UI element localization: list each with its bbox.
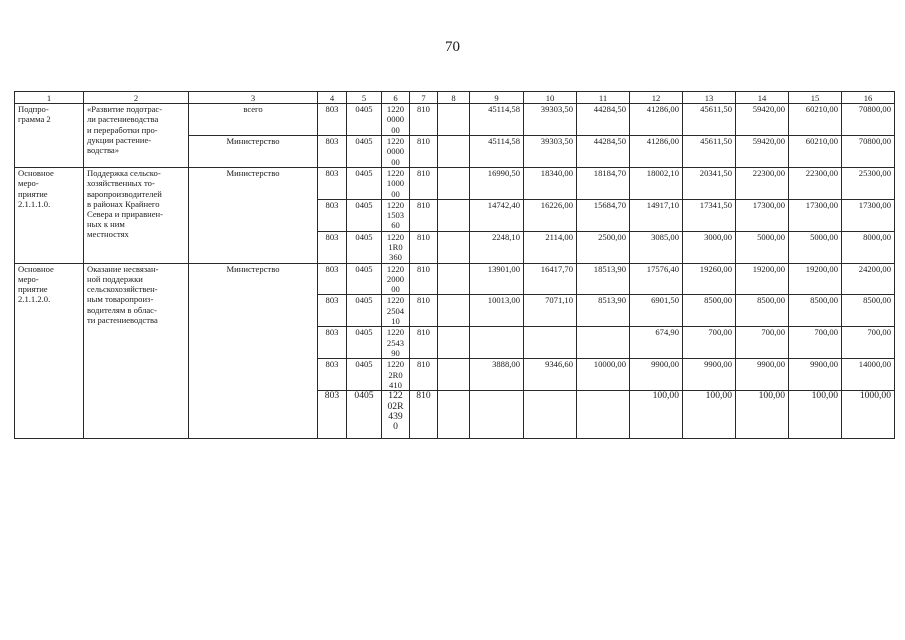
amount-cell: 16417,70: [524, 263, 577, 295]
amount-cell: 45611,50: [683, 136, 736, 168]
empty-code-cell: [438, 263, 470, 295]
program-label-cell: Основное меро- приятие 2.1.1.2.0.: [15, 263, 84, 439]
amount-cell: 19200,00: [789, 263, 842, 295]
table-row: [15, 168, 895, 200]
amount-cell: 8513,90: [577, 295, 630, 327]
table-row: [15, 104, 895, 136]
amount-cell: 700,00: [789, 327, 842, 359]
amount-cell: 41286,00: [630, 104, 683, 136]
empty-code-cell: [438, 327, 470, 359]
amount-cell: 39303,50: [524, 104, 577, 136]
rzpr-code-cell: 0405: [347, 199, 382, 231]
empty-code-cell: [438, 359, 470, 391]
column-header: 12: [630, 92, 683, 104]
amount-cell: 13901,00: [470, 263, 524, 295]
program-description-cell: Оказание несвязан- ной поддержки сельскохозяйствен- ным товаропроиз- водителям в облас- ти растениеводства: [84, 263, 189, 439]
amount-cell: 15684,70: [577, 199, 630, 231]
amount-cell: 20341,50: [683, 168, 736, 200]
vr-code-cell: 810: [410, 295, 438, 327]
amount-cell: 9346,60: [524, 359, 577, 391]
amount-cell: 70800,00: [842, 104, 895, 136]
amount-cell: [470, 391, 524, 439]
amount-cell: 700,00: [736, 327, 789, 359]
amount-cell: 100,00: [683, 391, 736, 439]
csr-code-cell: 1220 2R0 410: [382, 359, 410, 391]
amount-cell: 9900,00: [683, 359, 736, 391]
amount-cell: 5000,00: [736, 231, 789, 263]
amount-cell: 700,00: [683, 327, 736, 359]
amount-cell: 8000,00: [842, 231, 895, 263]
rzpr-code-cell: 0405: [347, 327, 382, 359]
amount-cell: 25300,00: [842, 168, 895, 200]
grbs-code-cell: 803: [318, 359, 347, 391]
empty-code-cell: [438, 295, 470, 327]
executor-cell: Министерство: [189, 263, 318, 439]
csr-code-cell: 1220 1000 00: [382, 168, 410, 200]
column-header: 3: [189, 92, 318, 104]
csr-code-cell: 1220 2000 00: [382, 263, 410, 295]
amount-cell: 45114,58: [470, 136, 524, 168]
column-header: 10: [524, 92, 577, 104]
csr-code-cell: 122 02R 439 0: [382, 391, 410, 439]
amount-cell: 18513,90: [577, 263, 630, 295]
amount-cell: 9900,00: [789, 359, 842, 391]
empty-code-cell: [438, 391, 470, 439]
amount-cell: 59420,00: [736, 104, 789, 136]
amount-cell: 8500,00: [789, 295, 842, 327]
amount-cell: 39303,50: [524, 136, 577, 168]
grbs-code-cell: 803: [318, 263, 347, 295]
column-header: 7: [410, 92, 438, 104]
amount-cell: 59420,00: [736, 136, 789, 168]
amount-cell: 24200,00: [842, 263, 895, 295]
amount-cell: 674,90: [630, 327, 683, 359]
amount-cell: 17341,50: [683, 199, 736, 231]
vr-code-cell: 810: [410, 327, 438, 359]
column-header: 5: [347, 92, 382, 104]
amount-cell: 9900,00: [736, 359, 789, 391]
amount-cell: [524, 327, 577, 359]
amount-cell: [577, 391, 630, 439]
rzpr-code-cell: 0405: [347, 359, 382, 391]
amount-cell: 22300,00: [736, 168, 789, 200]
rzpr-code-cell: 0405: [347, 231, 382, 263]
rzpr-code-cell: 0405: [347, 168, 382, 200]
column-header: 2: [84, 92, 189, 104]
amount-cell: 17300,00: [842, 199, 895, 231]
column-header: 13: [683, 92, 736, 104]
amount-cell: 41286,00: [630, 136, 683, 168]
amount-cell: 18340,00: [524, 168, 577, 200]
amount-cell: 9900,00: [630, 359, 683, 391]
rzpr-code-cell: 0405: [347, 136, 382, 168]
amount-cell: 14917,10: [630, 199, 683, 231]
amount-cell: 22300,00: [789, 168, 842, 200]
amount-cell: 10000,00: [577, 359, 630, 391]
column-header: 15: [789, 92, 842, 104]
column-header: 8: [438, 92, 470, 104]
grbs-code-cell: 803: [318, 168, 347, 200]
vr-code-cell: 810: [410, 231, 438, 263]
vr-code-cell: 810: [410, 136, 438, 168]
vr-code-cell: 810: [410, 104, 438, 136]
empty-code-cell: [438, 168, 470, 200]
amount-cell: 1000,00: [842, 391, 895, 439]
rzpr-code-cell: 0405: [347, 391, 382, 439]
amount-cell: 18002,10: [630, 168, 683, 200]
amount-cell: 14742,40: [470, 199, 524, 231]
grbs-code-cell: 803: [318, 136, 347, 168]
column-header: 14: [736, 92, 789, 104]
rzpr-code-cell: 0405: [347, 263, 382, 295]
empty-code-cell: [438, 104, 470, 136]
amount-cell: 3888,00: [470, 359, 524, 391]
amount-cell: 2500,00: [577, 231, 630, 263]
amount-cell: 2114,00: [524, 231, 577, 263]
empty-code-cell: [438, 136, 470, 168]
amount-cell: 14000,00: [842, 359, 895, 391]
amount-cell: [577, 327, 630, 359]
empty-code-cell: [438, 231, 470, 263]
amount-cell: 700,00: [842, 327, 895, 359]
amount-cell: 60210,00: [789, 104, 842, 136]
amount-cell: 3000,00: [683, 231, 736, 263]
amount-cell: 3085,00: [630, 231, 683, 263]
csr-code-cell: 1220 2543 90: [382, 327, 410, 359]
column-header: 16: [842, 92, 895, 104]
csr-code-cell: 1220 0000 00: [382, 136, 410, 168]
amount-cell: 60210,00: [789, 136, 842, 168]
amount-cell: 17300,00: [789, 199, 842, 231]
amount-cell: 7071,10: [524, 295, 577, 327]
table-row: [15, 263, 895, 295]
grbs-code-cell: 803: [318, 327, 347, 359]
executor-cell: Министерство: [189, 168, 318, 264]
column-header: 9: [470, 92, 524, 104]
page-number: 70: [445, 39, 460, 55]
amount-cell: 17576,40: [630, 263, 683, 295]
budget-table: [14, 91, 895, 439]
empty-code-cell: [438, 199, 470, 231]
csr-code-cell: 1220 0000 00: [382, 104, 410, 136]
amount-cell: 45611,50: [683, 104, 736, 136]
executor-cell: Министерство: [189, 136, 318, 168]
amount-cell: 10013,00: [470, 295, 524, 327]
amount-cell: 16990,50: [470, 168, 524, 200]
vr-code-cell: 810: [410, 391, 438, 439]
amount-cell: 44284,50: [577, 136, 630, 168]
amount-cell: [524, 391, 577, 439]
vr-code-cell: 810: [410, 199, 438, 231]
grbs-code-cell: 803: [318, 231, 347, 263]
grbs-code-cell: 803: [318, 295, 347, 327]
header-row: [15, 92, 895, 104]
vr-code-cell: 810: [410, 168, 438, 200]
amount-cell: 16226,00: [524, 199, 577, 231]
csr-code-cell: 1220 1R0 360: [382, 231, 410, 263]
program-description-cell: «Развитие подотрас- ли растениеводства и переработки про- дукции растение- водства»: [84, 104, 189, 168]
amount-cell: 19260,00: [683, 263, 736, 295]
column-header: 6: [382, 92, 410, 104]
vr-code-cell: 810: [410, 359, 438, 391]
amount-cell: 45114,58: [470, 104, 524, 136]
amount-cell: 100,00: [630, 391, 683, 439]
amount-cell: 19200,00: [736, 263, 789, 295]
rzpr-code-cell: 0405: [347, 104, 382, 136]
program-label-cell: Подпро- грамма 2: [15, 104, 84, 168]
grbs-code-cell: 803: [318, 391, 347, 439]
amount-cell: 100,00: [789, 391, 842, 439]
amount-cell: 44284,50: [577, 104, 630, 136]
program-label-cell: Основное меро- приятие 2.1.1.1.0.: [15, 168, 84, 264]
vr-code-cell: 810: [410, 263, 438, 295]
column-header: 4: [318, 92, 347, 104]
amount-cell: 17300,00: [736, 199, 789, 231]
amount-cell: 2248,10: [470, 231, 524, 263]
program-description-cell: Поддержка сельско- хозяйственных то- варопроизводителей в районах Крайнего Севера и приравнен- ных к ним местностях: [84, 168, 189, 264]
grbs-code-cell: 803: [318, 199, 347, 231]
csr-code-cell: 1220 1503 60: [382, 199, 410, 231]
amount-cell: 5000,00: [789, 231, 842, 263]
amount-cell: 8500,00: [736, 295, 789, 327]
rzpr-code-cell: 0405: [347, 295, 382, 327]
amount-cell: 6901,50: [630, 295, 683, 327]
amount-cell: 8500,00: [842, 295, 895, 327]
amount-cell: 18184,70: [577, 168, 630, 200]
grbs-code-cell: 803: [318, 104, 347, 136]
executor-cell: всего: [189, 104, 318, 136]
amount-cell: 8500,00: [683, 295, 736, 327]
amount-cell: 100,00: [736, 391, 789, 439]
column-header: 1: [15, 92, 84, 104]
amount-cell: 70800,00: [842, 136, 895, 168]
amount-cell: [470, 327, 524, 359]
csr-code-cell: 1220 2504 10: [382, 295, 410, 327]
column-header: 11: [577, 92, 630, 104]
